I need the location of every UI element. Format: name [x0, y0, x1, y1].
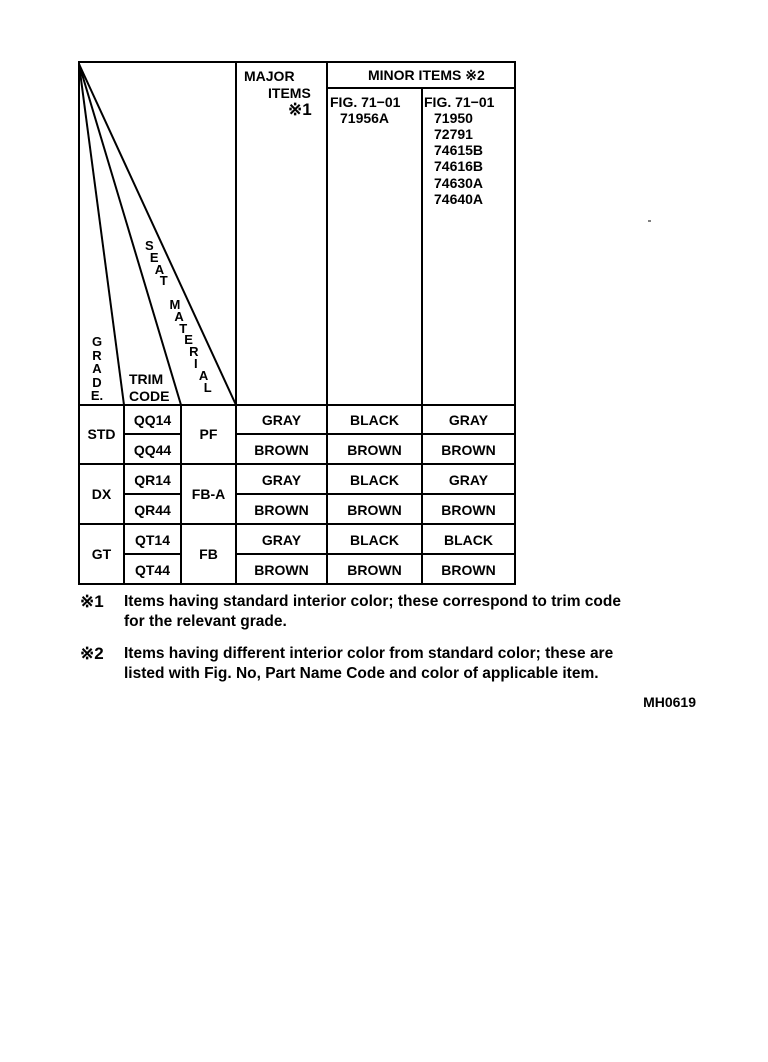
- seat-material-letter: R: [189, 344, 199, 360]
- minor-col1-fig: FIG. 71−01: [330, 94, 401, 110]
- trim-cell: QQ44: [133, 442, 172, 458]
- minor1-color-cell: BLACK: [350, 412, 399, 428]
- seat-material-letter: A: [174, 308, 184, 324]
- major-color-cell: GRAY: [261, 412, 302, 428]
- drawing-code: MH0619: [643, 694, 696, 710]
- trim-cell: QT14: [134, 532, 170, 548]
- footnote-2: [80, 644, 720, 686]
- minor-col2-code-6: 74640A: [434, 191, 484, 207]
- minor1-color-cell: BROWN: [347, 502, 402, 518]
- grade-cell: DX: [91, 486, 112, 502]
- trim-cell: QQ14: [133, 412, 172, 428]
- minor-col2-code-2: 72791: [434, 126, 473, 142]
- seat-material-letter: A: [154, 261, 165, 277]
- seat-material-cell: PF: [199, 426, 218, 442]
- footnote-1: [80, 592, 720, 634]
- seat-material-cell: FB-A: [191, 486, 226, 502]
- minor-col2-code-4: 74616B: [434, 158, 484, 174]
- seat-material-letter: L: [203, 379, 212, 395]
- major-color-cell: GRAY: [261, 532, 302, 548]
- minor1-color-cell: BLACK: [350, 532, 399, 548]
- seat-material-cell: FB: [199, 546, 218, 562]
- seat-material-letter: T: [179, 320, 188, 336]
- minor2-color-cell: BROWN: [441, 502, 496, 518]
- grade-cell: STD: [87, 426, 116, 442]
- footnote-1-mark: ※1: [80, 592, 104, 611]
- footnote-2-line-1: Items having different interior color from standard color; these are: [124, 645, 614, 662]
- footnote-1-line-1: Items having standard interior color; these correspond to trim code: [124, 593, 621, 610]
- grade-label: G R A D E.: [90, 334, 104, 403]
- major-color-cell: BROWN: [254, 442, 309, 458]
- footnote-2-mark: ※2: [80, 644, 104, 663]
- major-color-cell: GRAY: [261, 472, 302, 488]
- footnote-2-line-2: listed with Fig. No, Part Name Code and color of applicable item.: [124, 665, 599, 682]
- trim-cell: QT44: [134, 562, 170, 578]
- seat-material-letter: E: [149, 249, 159, 265]
- seat-material-letter: E: [184, 332, 193, 348]
- minor1-color-cell: BROWN: [347, 562, 402, 578]
- trim-code-heading: TRIM: [129, 371, 164, 387]
- trim-cell: QR14: [134, 472, 171, 488]
- major-color-cell: BROWN: [254, 502, 309, 518]
- major-color-cell: BROWN: [254, 562, 309, 578]
- footnote-1-line-2: for the relevant grade.: [124, 613, 287, 630]
- seat-material-letter: S: [145, 238, 154, 253]
- seat-material-letter: A: [198, 367, 209, 383]
- minor2-color-cell: GRAY: [448, 412, 489, 428]
- minor-col2-code-3: 74615B: [434, 142, 484, 158]
- grade-cell: GT: [91, 546, 112, 562]
- major-items-mark: ※1: [288, 100, 312, 119]
- major-items-heading-2: ITEMS: [268, 85, 311, 101]
- seat-material-letter: T: [159, 273, 168, 289]
- minor-col2-code-1: 71950: [434, 110, 473, 126]
- trim-code-heading-2: CODE: [129, 388, 170, 404]
- minor1-color-cell: BROWN: [347, 442, 402, 458]
- major-items-heading: MAJOR: [244, 68, 295, 84]
- seat-material-letter: M: [169, 297, 181, 312]
- minor2-color-cell: GRAY: [448, 472, 489, 488]
- minor2-color-cell: BLACK: [444, 532, 493, 548]
- minor1-color-cell: BLACK: [350, 472, 399, 488]
- minor-col1-code: 71956A: [340, 110, 390, 126]
- seat-material-letter: I: [194, 356, 198, 371]
- minor-col2-code-5: 74630A: [434, 175, 484, 191]
- trim-cell: QR44: [134, 502, 171, 518]
- minor2-color-cell: BROWN: [441, 562, 496, 578]
- minor-col2-fig: FIG. 71−01: [424, 94, 495, 110]
- minor2-color-cell: BROWN: [441, 442, 496, 458]
- minor-items-heading: MINOR ITEMS ※2: [368, 67, 485, 83]
